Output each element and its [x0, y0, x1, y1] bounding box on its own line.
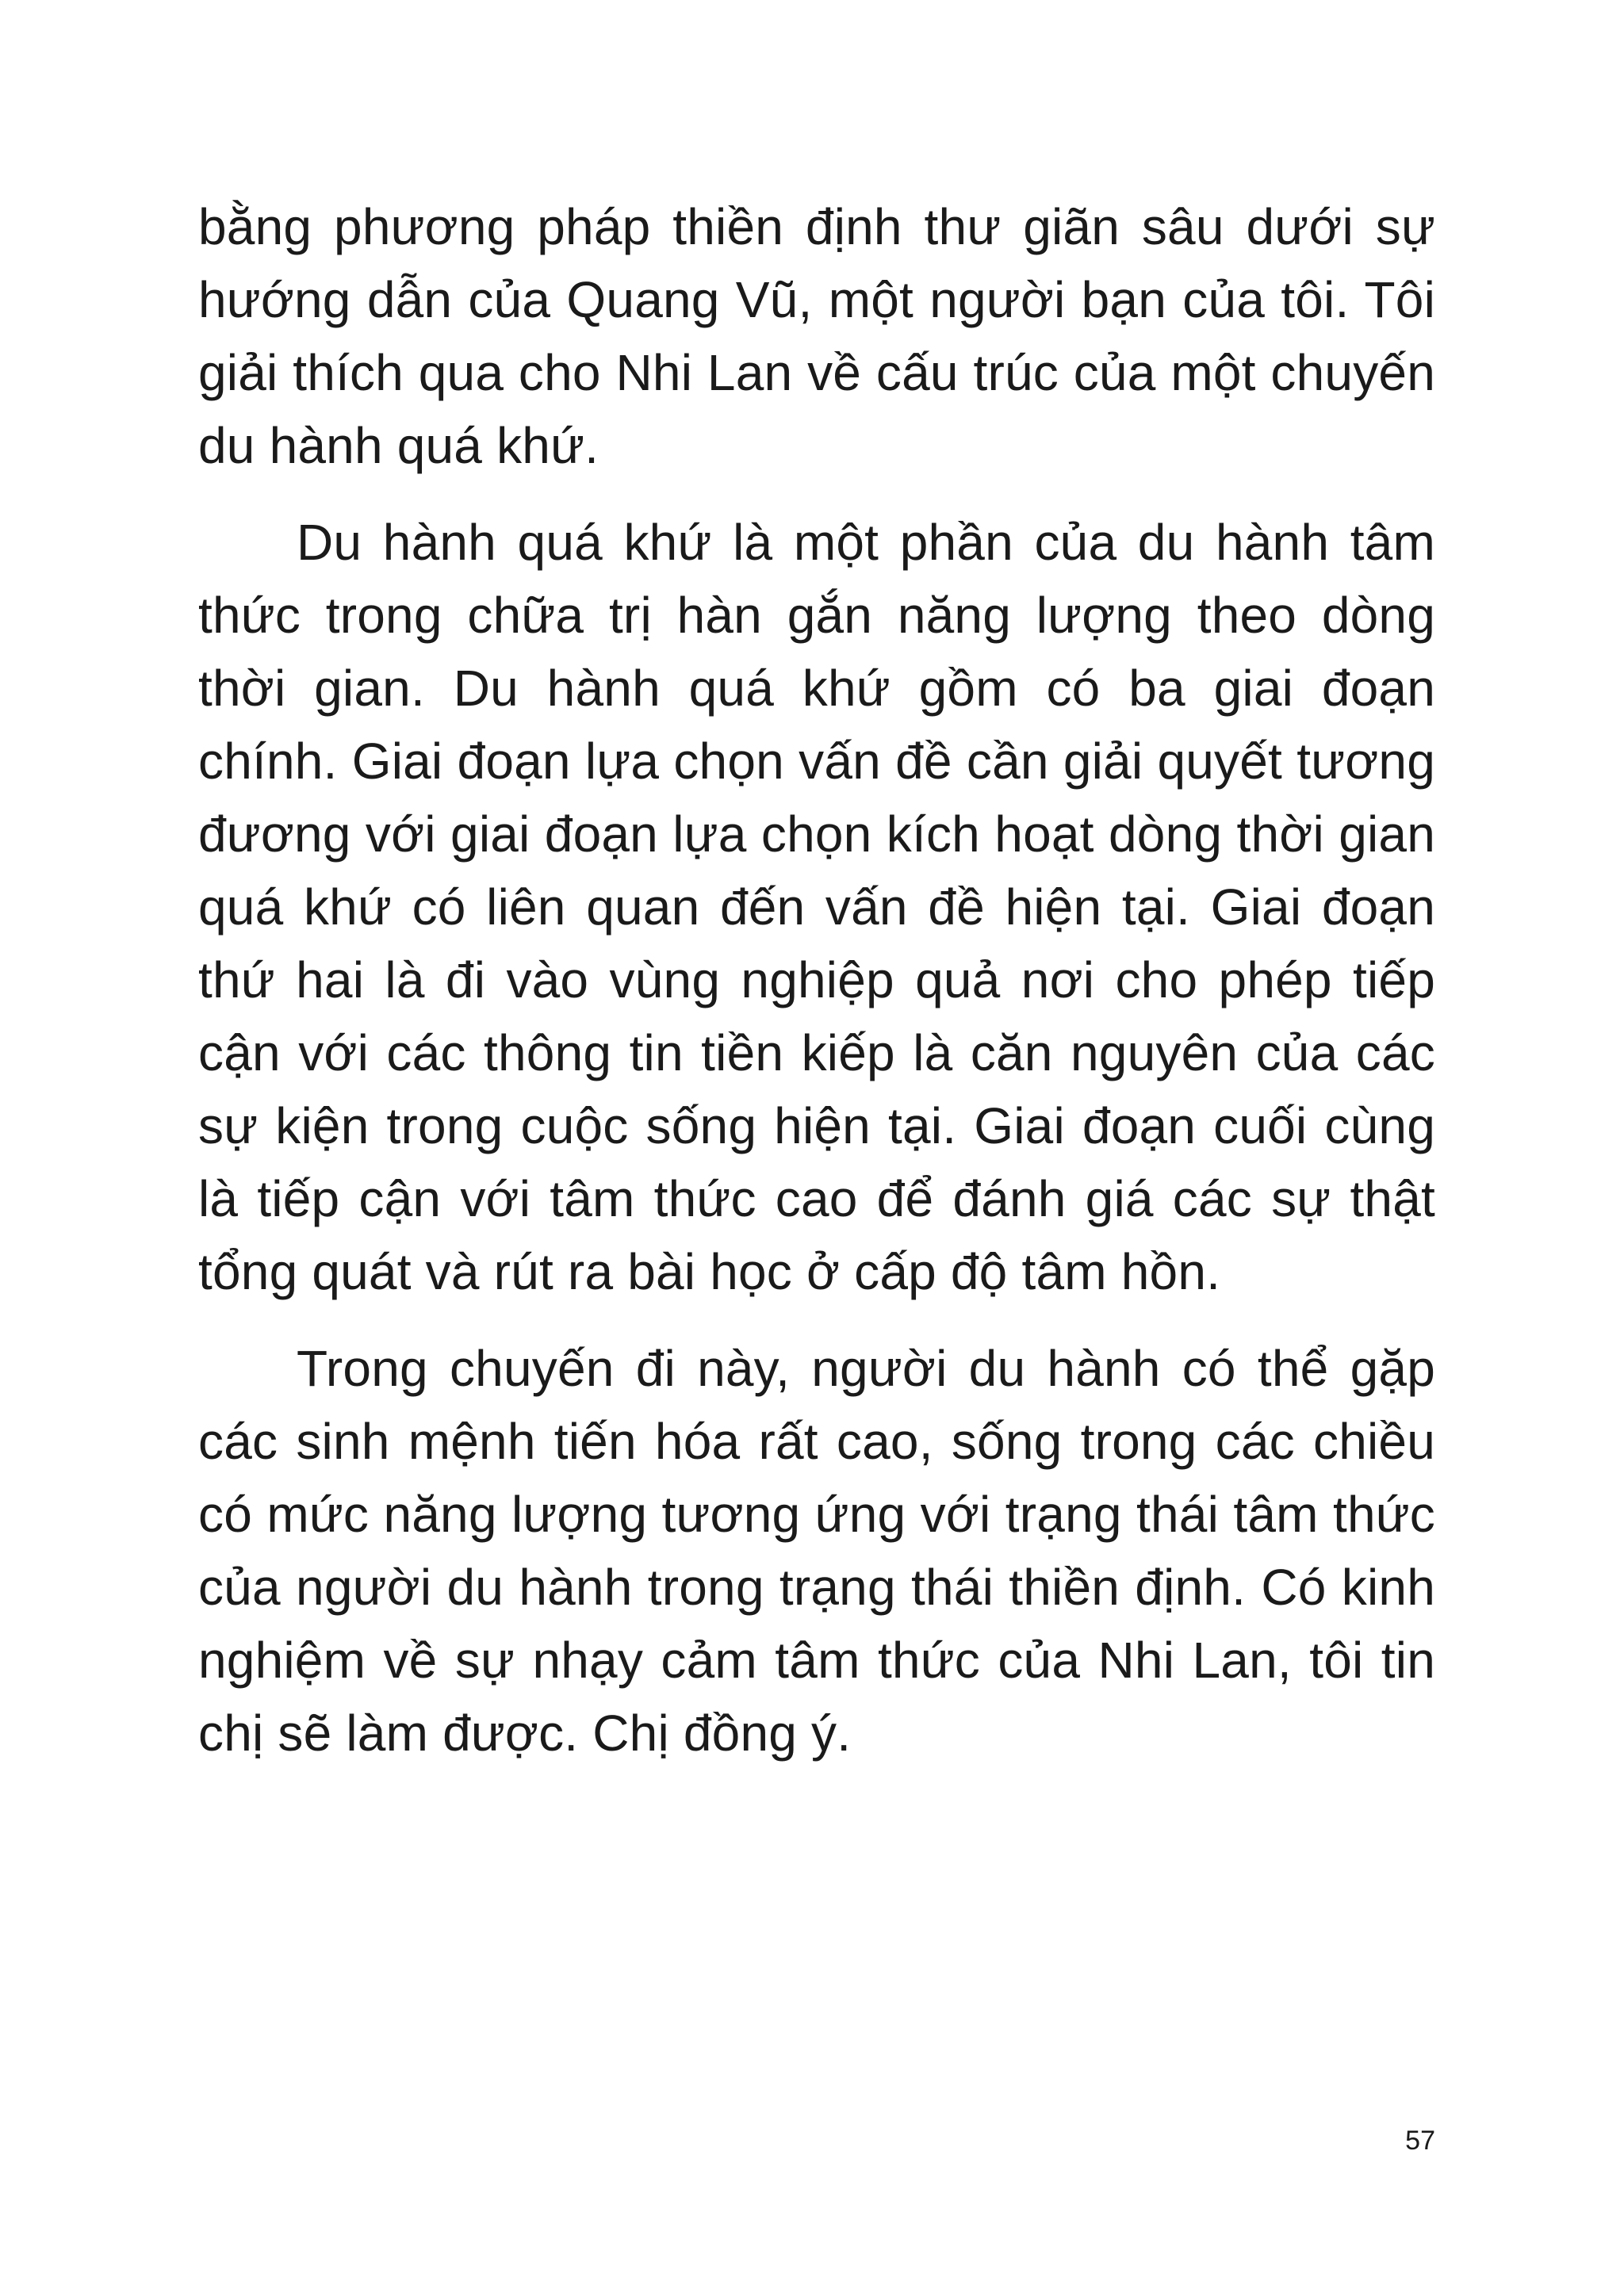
paragraph-past-travel-stages: Du hành quá khứ là một phần của du hành tâm thức trong chữa trị hàn gắn năng lượng theo dòng thời gian. Du hành quá khứ gồm có ba giai đoạn chính. Giai đoạn lựa chọn vấn đề cần giải quyết tương đương với giai đoạn lựa chọn kích hoạt dòng thời gian quá khứ có liên quan đến vấn đề hiện tại. Giai đoạn thứ hai là đi vào vùng nghiệp quả nơi cho phép tiếp cận với các thông tin tiền kiếp là căn nguyên của các sự kiện trong cuộc sống hiện tại. Giai đoạn cuối cùng là tiếp cận với tâm thức cao để đánh giá các sự thật tổng quát và rút ra bài học ở cấp độ tâm hồn.	[198, 514, 1435, 1300]
page-number: 57	[1405, 2126, 1435, 2156]
paragraph-journey: Trong chuyến đi này, người du hành có thể gặp các sinh mệnh tiến hóa rất cao, sống trong các chiều có mức năng lượng tương ứng với trạng thái tâm thức của người du hành trong trạng thái thiền định. Có kinh nghiệm về sự nhạy cảm tâm thức của Nhi Lan, tôi tin chị sẽ làm được. Chị đồng ý.	[198, 1340, 1435, 1762]
paragraph-continuation: bằng phương pháp thiền định thư giãn sâu dưới sự hướng dẫn của Quang Vũ, một người bạn của tôi. Tôi giải thích qua cho Nhi Lan về cấu trúc của một chuyến du hành quá khứ.	[198, 198, 1435, 474]
page-body	[198, 190, 1435, 1793]
